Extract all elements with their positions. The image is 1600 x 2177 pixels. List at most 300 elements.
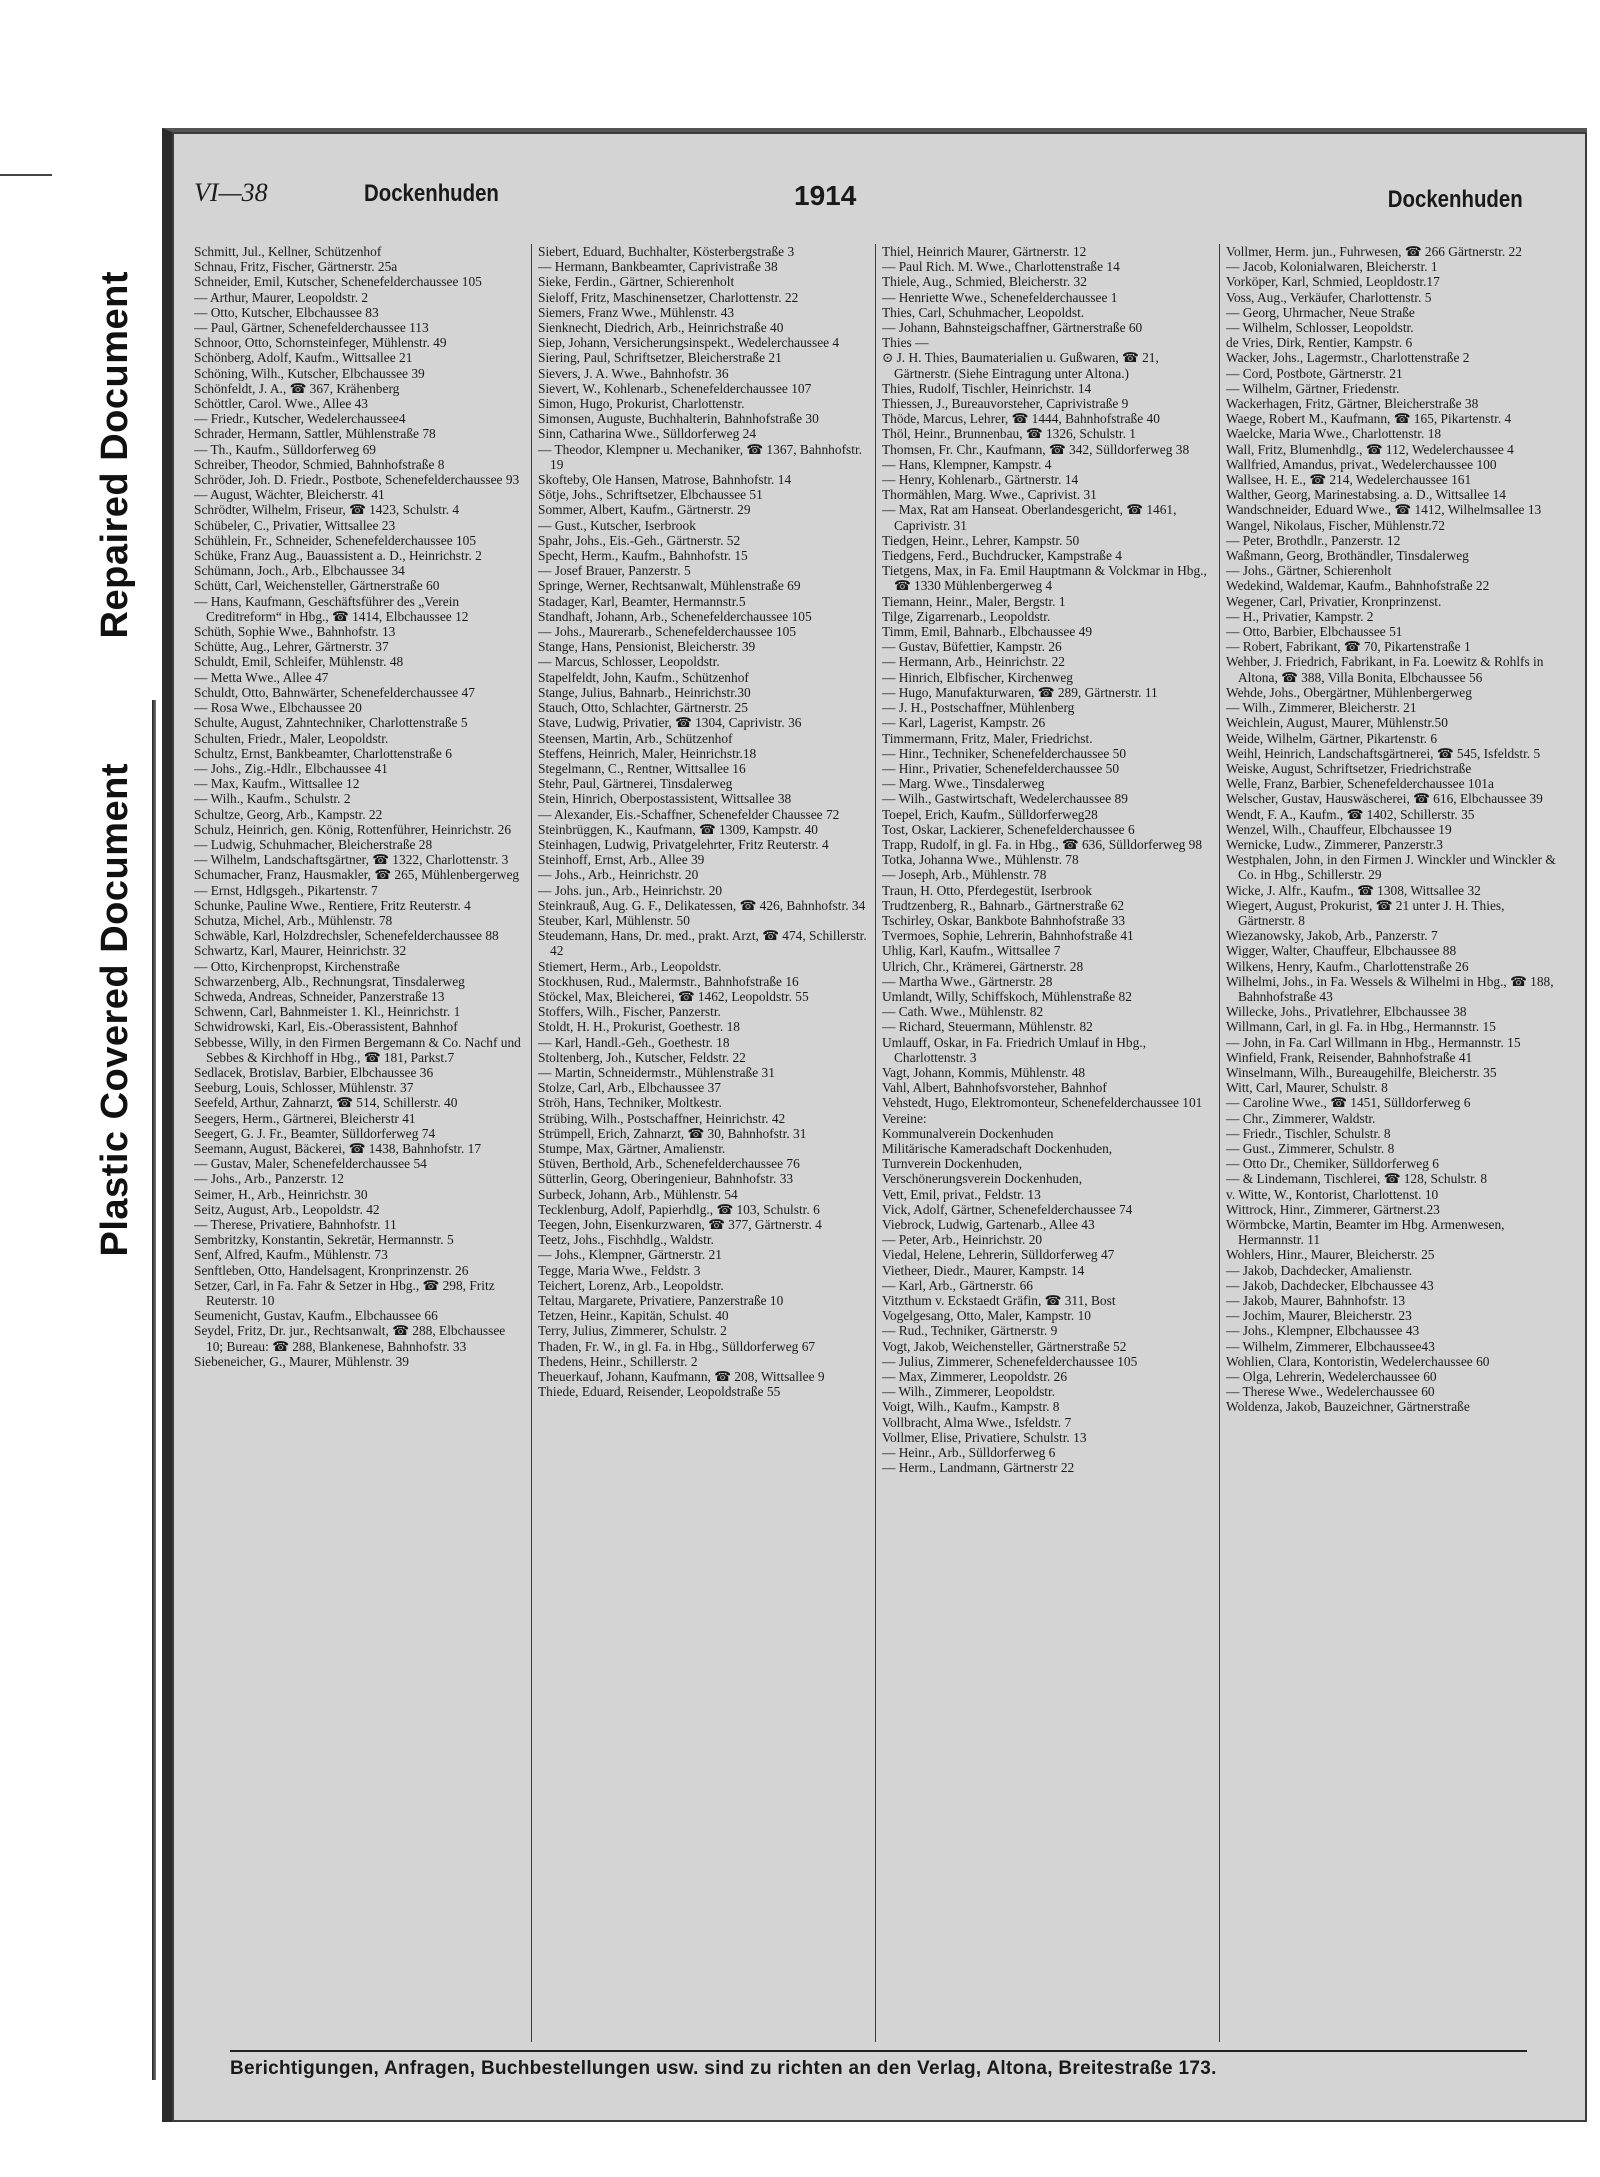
directory-entry: Steinkrauß, Aug. G. F., Delikatessen, ☎ 426, Bahnhofstr. 34: [538, 897, 866, 913]
directory-columns: [194, 244, 1563, 2042]
directory-entry: Schühlein, Fr., Schneider, Schenefelderchaussee 105: [194, 532, 477, 548]
directory-entry: Walther, Georg, Marinestabsing. a. D., Wittsallee 14: [1226, 487, 1506, 503]
directory-entry: Weichlein, August, Maurer, Mühlenstr.50: [1226, 715, 1448, 731]
page-header: [194, 178, 1563, 236]
directory-entry: Siep, Johann, Versicherungsinspekt., Wedelerchaussee 4: [538, 335, 840, 351]
directory-entry: Siemers, Franz Wwe., Mühlenstr. 43: [538, 304, 735, 320]
directory-entry: — Max, Zimmerer, Leopoldstr. 26: [882, 1369, 1068, 1385]
directory-entry: Schübeler, C., Privatier, Wittsallee 23: [194, 517, 396, 533]
directory-entry: Wohlers, Hinr., Maurer, Bleicherstr. 25: [1226, 1247, 1435, 1263]
directory-entry: Schüth, Sophie Wwe., Bahnhofstr. 13: [194, 624, 396, 640]
directory-entry: Spahr, Johs., Eis.-Geh., Gärtnerstr. 52: [538, 532, 741, 548]
directory-entry: Steinhoff, Ernst, Arb., Allee 39: [538, 852, 705, 868]
directory-entry: Schulten, Friedr., Maler, Leopoldstr.: [194, 730, 389, 746]
directory-entry: Wilhelmi, Johs., in Fa. Wessels & Wilhelmi in Hbg., ☎ 188, Bahnhofstraße 43: [1226, 973, 1554, 1004]
directory-entry: Thies, Carl, Schuhmacher, Leopoldst.: [882, 304, 1085, 320]
directory-entry: Sedlacek, Brotislav, Barbier, Elbchaussee 36: [194, 1064, 434, 1080]
directory-entry: — Peter, Brothdlr., Panzerstr. 12: [1226, 532, 1401, 548]
directory-entry: Sebbesse, Willy, in den Firmen Bergemann & Co. Nachf und Sebbes & Kirchhoff in Hbg., ☎ 181, Parkst.7: [194, 1034, 521, 1065]
directory-entry: Totka, Johanna Wwe., Mühlenstr. 78: [882, 852, 1079, 868]
tab-separator: [0, 174, 52, 176]
directory-entry: — Wilh., Gastwirtschaft, Wedelerchaussee 89: [882, 791, 1128, 807]
directory-entry: — Metta Wwe., Allee 47: [194, 669, 329, 685]
directory-entry: Seegers, Herm., Gärtnerei, Bleicherstr 41: [194, 1110, 416, 1126]
directory-entry: Sütterlin, Georg, Oberingenieur, Bahnhofstr. 33: [538, 1171, 794, 1187]
directory-entry: Viebrock, Ludwig, Gartenarb., Allee 43: [882, 1217, 1095, 1232]
directory-entry: — Jochim, Maurer, Bleicherstr. 23: [1226, 1308, 1412, 1324]
directory-entry: Schulz, Heinrich, gen. König, Rottenführer, Heinrichstr. 26: [194, 821, 512, 837]
directory-entry: Strümpell, Erich, Zahnarzt, ☎ 30, Bahnhofstr. 31: [538, 1125, 807, 1141]
page-number: VI—38: [194, 178, 268, 207]
directory-entry: Weiske, August, Schriftsetzer, Friedrichstraße: [1226, 760, 1472, 776]
binding-edge: [152, 700, 156, 2080]
directory-entry: Sievers, J. A. Wwe., Bahnhofstr. 36: [538, 365, 729, 381]
directory-entry: Schöttler, Carol. Wwe., Allee 43: [194, 396, 368, 412]
header-year: 1914: [794, 180, 857, 211]
directory-entry: Stapelfeldt, John, Kaufm., Schützenhof: [538, 669, 749, 685]
directory-entry: Schöning, Wilh., Kutscher, Elbchaussee 39: [194, 365, 425, 381]
directory-entry: Wackerhagen, Fritz, Gärtner, Bleicherstraße 38: [1226, 396, 1479, 412]
directory-entry: — Henry, Kohlenarb., Gärtnerstr. 14: [882, 472, 1079, 488]
directory-entry: — Chr., Zimmerer, Waldstr.: [1226, 1110, 1376, 1126]
directory-entry: Thiessen, J., Bureauvorsteher, Caprivistraße 9: [882, 396, 1129, 412]
directory-entry: Waelcke, Maria Wwe., Charlottenstr. 18: [1226, 426, 1442, 442]
directory-entry: Sembritzky, Konstantin, Sekretär, Hermannstr. 5: [194, 1232, 454, 1248]
directory-entry: — Arthur, Maurer, Leopoldstr. 2: [194, 289, 369, 305]
directory-entry: — Johs., Zig.-Hdlr., Elbchaussee 41: [194, 760, 388, 776]
directory-entry: — Gust., Zimmerer, Schulstr. 8: [1226, 1140, 1395, 1156]
directory-entry: — Therese, Privatiere, Bahnhofstr. 11: [194, 1217, 397, 1232]
directory-entry: Schwidrowski, Karl, Eis.-Oberassistent, Bahnhof: [194, 1019, 458, 1035]
directory-entry: — Wilh., Kaufm., Schulstr. 2: [194, 791, 351, 807]
directory-entry: Wilkens, Henry, Kaufm., Charlottenstraße 26: [1226, 958, 1469, 974]
directory-entry: Kommunalverein Dockenhuden: [882, 1125, 1054, 1141]
directory-entry: Thormählen, Marg. Wwe., Caprivist. 31: [882, 487, 1097, 503]
directory-entry: — Otto, Barbier, Elbchaussee 51: [1226, 624, 1403, 640]
directory-entry: — Hinr., Privatier, Schenefelderchaussee 50: [882, 760, 1120, 776]
directory-entry: Thaden, Fr. W., in gl. Fa. in Hbg., Sülldorferweg 67: [538, 1338, 816, 1354]
directory-entry: Wicke, J. Alfr., Kaufm., ☎ 1308, Wittsallee 32: [1226, 882, 1481, 898]
directory-entry: Schönberg, Adolf, Kaufm., Wittsallee 21: [194, 350, 413, 366]
directory-entry: Vietheer, Diedr., Maurer, Kampstr. 14: [882, 1262, 1085, 1278]
directory-entry: — H., Privatier, Kampstr. 2: [1226, 608, 1374, 624]
directory-entry: Uhlig, Karl, Kaufm., Wittsallee 7: [882, 943, 1061, 959]
directory-entry: Toepel, Erich, Kaufm., Sülldorferweg28: [882, 806, 1098, 822]
directory-entry: Vollmer, Herm. jun., Fuhrwesen, ☎ 266 Gärtnerstr. 22: [1226, 244, 1522, 259]
directory-entry: Stiemert, Herm., Arb., Leopoldstr.: [538, 958, 722, 974]
directory-entry: Tiedgens, Ferd., Buchdrucker, Kampstraße 4: [882, 548, 1122, 564]
directory-entry: Siebert, Eduard, Buchhalter, Kösterbergstraße 3: [538, 244, 795, 259]
directory-entry: Steffens, Heinrich, Maler, Heinrichstr.18: [538, 745, 757, 761]
directory-entry: Vahl, Albert, Bahnhofsvorsteher, Bahnhof: [882, 1080, 1107, 1096]
directory-entry: Umlauff, Oskar, in Fa. Friedrich Umlauf in Hbg., Charlottenstr. 3: [882, 1034, 1147, 1065]
directory-entry: — Henriette Wwe., Schenefelderchaussee 1: [882, 289, 1118, 305]
directory-entry: — Richard, Steuermann, Mühlenstr. 82: [882, 1019, 1093, 1035]
directory-entry: — Rud., Techniker, Gärtnerstr. 9: [882, 1323, 1058, 1339]
directory-entry: Tschirley, Oskar, Bankbote Bahnhofstraße 33: [882, 912, 1126, 928]
directory-entry: Steudemann, Hans, Dr. med., prakt. Arzt, ☎ 474, Schillerstr. 42: [538, 928, 867, 959]
directory-entry: — Cord, Postbote, Gärtnerstr. 21: [1226, 365, 1403, 381]
directory-entry: Tietgens, Max, in Fa. Emil Hauptmann & Volckmar in Hbg., ☎ 1330 Mühlenbergerweg 4: [882, 563, 1207, 594]
repaired-document-label: Repaired Document: [93, 271, 136, 639]
directory-entry: — Martha Wwe., Gärtnerstr. 28: [882, 973, 1053, 989]
directory-entry: Teegen, John, Eisenkurzwaren, ☎ 377, Gärtnerstr. 4: [538, 1217, 822, 1232]
directory-entry: — Martin, Schneidermstr., Mühlenstraße 31: [538, 1064, 775, 1080]
directory-entry: Witt, Carl, Maurer, Schulstr. 8: [1226, 1080, 1388, 1096]
directory-entry: Schuldt, Otto, Bahnwärter, Schenefelderchaussee 47: [194, 684, 475, 700]
directory-entry: — Marcus, Schlosser, Leopoldstr.: [538, 654, 720, 670]
directory-entry: Militärische Kameradschaft Dockenhuden,: [882, 1140, 1113, 1156]
directory-entry: Simonsen, Auguste, Buchhalterin, Bahnhofstraße 30: [538, 411, 819, 427]
directory-entry: — Julius, Zimmerer, Schenefelderchaussee 105: [882, 1353, 1138, 1369]
directory-entry: Stoldt, H. H., Prokurist, Goethestr. 18: [538, 1019, 740, 1035]
directory-entry: Terry, Julius, Zimmerer, Schulstr. 2: [538, 1323, 727, 1339]
directory-entry: Thiede, Eduard, Reisender, Leopoldstraße 55: [538, 1384, 781, 1400]
directory-entry: — Wilh., Zimmerer, Leopoldstr.: [882, 1384, 1056, 1400]
directory-entry: — Theodor, Klempner u. Mechaniker, ☎ 1367, Bahnhofstr. 19: [538, 441, 863, 472]
directory-entry: — John, in Fa. Carl Willmann in Hbg., Hermannstr. 15: [1226, 1034, 1521, 1050]
directory-entry: — Johs., Arb., Heinrichstr. 20: [538, 867, 699, 883]
directory-entry: — Jakob, Dachdecker, Elbchaussee 43: [1226, 1277, 1434, 1293]
directory-entry: Stoffers, Wilh., Fischer, Panzerstr.: [538, 1004, 721, 1020]
directory-entry: Schuldt, Emil, Schleifer, Mühlenstr. 48: [194, 654, 404, 670]
directory-entry: Wörmbcke, Martin, Beamter im Hbg. Armenwesen, Hermannstr. 11: [1226, 1217, 1505, 1248]
directory-entry: Wallfried, Amandus, privat., Wedelerchaussee 100: [1226, 456, 1497, 472]
page-footer: Berichtigungen, Anfragen, Buchbestellungen usw. sind zu richten an den Verlag, Altona, Breitestraße 173.: [230, 2050, 1527, 2094]
directory-entry: — Hermann, Bankbeamter, Caprivistraße 38: [538, 259, 778, 275]
directory-entry: — Johs., Gärtner, Schierenholt: [1226, 563, 1392, 579]
directory-column-1: [194, 244, 531, 2042]
directory-entry: — J. H., Postschaffner, Mühlenberg: [882, 700, 1075, 716]
directory-entry: Umlandt, Willy, Schiffskoch, Mühlenstraße 82: [882, 988, 1132, 1004]
directory-entry: Thedens, Heinr., Schillerstr. 2: [538, 1353, 698, 1369]
directory-entry: Stauch, Otto, Schlachter, Gärtnerstr. 25: [538, 700, 748, 716]
directory-entry: Wenzel, Wilh., Chauffeur, Elbchaussee 19: [1226, 821, 1452, 837]
directory-entry: — Karl, Handl.-Geh., Goethestr. 18: [538, 1034, 730, 1050]
directory-entry: — Robert, Fabrikant, ☎ 70, Pikartenstraße 1: [1226, 639, 1471, 655]
directory-entry: Tiedgen, Heinr., Lehrer, Kampstr. 50: [882, 532, 1080, 548]
directory-entry: Stegelmann, C., Rentner, Wittsallee 16: [538, 760, 746, 776]
directory-entry: — Paul, Gärtner, Schenefelderchaussee 113: [194, 320, 429, 336]
directory-entry: Schneider, Emil, Kutscher, Schenefelderchaussee 105: [194, 274, 482, 290]
directory-entry: Wangel, Nikolaus, Fischer, Mühlenstr.72: [1226, 517, 1445, 533]
plastic-covered-document-label: Plastic Covered Document: [93, 763, 136, 1257]
directory-entry: Vagt, Johann, Kommis, Mühlenstr. 48: [882, 1064, 1086, 1080]
repaired-document-tab: [92, 195, 138, 715]
directory-entry: — Marg. Wwe., Tinsdalerweg: [882, 776, 1045, 792]
directory-entry: Thiel, Heinrich Maurer, Gärtnerstr. 12: [882, 244, 1087, 259]
directory-entry: Sommer, Albert, Kaufm., Gärtnerstr. 29: [538, 502, 751, 518]
directory-entry: Stoltenberg, Joh., Kutscher, Feldstr. 22: [538, 1049, 746, 1065]
directory-entry: Schwäble, Karl, Holzdrechsler, Schenefelderchaussee 88: [194, 928, 499, 944]
directory-entry: Schultze, Georg, Arb., Kampstr. 22: [194, 806, 383, 822]
directory-entry: Stöckel, Max, Bleicherei, ☎ 1462, Leopoldstr. 55: [538, 988, 809, 1004]
directory-entry: Trudtzenberg, R., Bahnarb., Gärtnerstraße 62: [882, 897, 1125, 913]
directory-entry: Tetzen, Heinr., Kapitän, Schulst. 40: [538, 1308, 729, 1324]
directory-entry: Willmann, Carl, in gl. Fa. in Hbg., Hermannstr. 15: [1226, 1019, 1496, 1035]
directory-column-2: [531, 244, 875, 2042]
directory-entry: Schunke, Pauline Wwe., Rentiere, Fritz Reuterstr. 4: [194, 897, 471, 913]
directory-entry: Wigger, Walter, Chauffeur, Elbchaussee 88: [1226, 943, 1457, 959]
directory-entry: — Wilhelm, Zimmerer, Elbchaussee43: [1226, 1338, 1435, 1354]
directory-entry: Seimer, H., Arb., Heinrichstr. 30: [194, 1186, 368, 1202]
directory-entry: Stolze, Carl, Arb., Elbchaussee 37: [538, 1080, 721, 1096]
directory-entry: Welle, Franz, Barbier, Schenefelderchaussee 101a: [1226, 776, 1494, 792]
directory-entry: Schütt, Carl, Weichensteller, Gärtnerstraße 60: [194, 578, 440, 594]
directory-entry: — Hinrich, Elbfischer, Kirchenweg: [882, 669, 1073, 685]
directory-entry: — Karl, Lagerist, Kampstr. 26: [882, 715, 1046, 731]
directory-entry: Schnau, Fritz, Fischer, Gärtnerstr. 25a: [194, 259, 398, 275]
scanned-page: [162, 128, 1587, 2122]
directory-entry: Sieke, Ferdin., Gärtner, Schierenholt: [538, 274, 735, 290]
directory-entry: — Max, Rat am Hanseat. Oberlandesgericht, ☎ 1461, Caprivistr. 31: [882, 502, 1177, 533]
directory-entry: Schweda, Andreas, Schneider, Panzerstraße 13: [194, 988, 445, 1004]
directory-entry: Wendt, F. A., Kaufm., ☎ 1402, Schillerstr. 35: [1226, 806, 1475, 822]
directory-entry: Stehr, Paul, Gärtnerei, Tinsdalerweg: [538, 776, 733, 792]
directory-entry: Timmermann, Fritz, Maler, Friedrichst.: [882, 730, 1093, 746]
directory-entry: — Johs. jun., Arb., Heinrichstr. 20: [538, 882, 723, 898]
directory-entry: Simon, Hugo, Prokurist, Charlottenstr.: [538, 396, 745, 412]
directory-entry: — Josef Brauer, Panzerstr. 5: [538, 563, 691, 579]
side-tabs: [0, 0, 150, 2177]
directory-entry: — Georg, Uhrmacher, Neue Straße: [1226, 304, 1415, 320]
directory-entry: Voss, Aug., Verkäufer, Charlottenstr. 5: [1226, 289, 1432, 305]
directory-entry: Schnoor, Otto, Schornsteinfeger, Mühlenstr. 49: [194, 335, 447, 351]
directory-entry: — Wilhelm, Landschaftsgärtner, ☎ 1322, Charlottenstr. 3: [194, 852, 509, 868]
directory-entry: — Otto Dr., Chemiker, Sülldorferweg 6: [1226, 1156, 1439, 1172]
directory-entry: — Hugo, Manufakturwaren, ☎ 289, Gärtnerstr. 11: [882, 684, 1158, 700]
directory-entry: Thiele, Aug., Schmied, Bleicherstr. 32: [882, 274, 1087, 290]
directory-entry: — Otto, Kirchenpropst, Kirchenstraße: [194, 958, 400, 974]
directory-entry: ⊙ J. H. Thies, Baumaterialien u. Gußwaren, ☎ 21, Gärtnerstr. (Siehe Eintragung unter Altona.): [882, 350, 1159, 381]
directory-entry: Winselmann, Wilh., Bureaugehilfe, Bleicherstr. 35: [1226, 1064, 1497, 1080]
directory-entry: Setzer, Carl, in Fa. Fahr & Setzer in Hbg., ☎ 298, Fritz Reuterstr. 10: [194, 1277, 495, 1309]
directory-entry: — Gustav, Büfettier, Kampstr. 26: [882, 639, 1062, 655]
directory-entry: — Heinr., Arb., Sülldorferweg 6: [882, 1445, 1056, 1461]
directory-entry: Ulrich, Chr., Krämerei, Gärtnerstr. 28: [882, 958, 1084, 974]
directory-entry: Specht, Herm., Kaufm., Bahnhofstr. 15: [538, 548, 748, 564]
directory-entry: Schütte, Aug., Lehrer, Gärtnerstr. 37: [194, 639, 389, 655]
directory-entry: Steensen, Martin, Arb., Schützenhof: [538, 730, 733, 746]
directory-entry: Schultz, Ernst, Bankbeamter, Charlottenstraße 6: [194, 745, 452, 761]
directory-entry: Senftleben, Otto, Handelsagent, Kronprinzenstr. 26: [194, 1262, 469, 1278]
directory-entry: — Rosa Wwe., Elbchaussee 20: [194, 700, 362, 716]
directory-entry: Vitzthum v. Eckstaedt Gräfin, ☎ 311, Bost: [882, 1293, 1116, 1309]
directory-entry: Schönfeldt, J. A., ☎ 367, Krähenberg: [194, 380, 400, 396]
directory-entry: Schrader, Hermann, Sattler, Mühlenstraße 78: [194, 426, 436, 442]
directory-entry: Schröder, Joh. D. Friedr., Postbote, Schenefelderchaussee 93: [194, 472, 520, 488]
directory-entry: Wiegert, August, Prokurist, ☎ 21 unter J. H. Thies, Gärtnerstr. 8: [1226, 897, 1505, 928]
directory-entry: Vereine:: [882, 1110, 927, 1126]
directory-entry: Teichert, Lorenz, Arb., Leopoldstr.: [538, 1277, 724, 1293]
directory-entry: Vick, Adolf, Gärtner, Schenefelderchaussee 74: [882, 1201, 1133, 1217]
directory-entry: — Cath. Wwe., Mühlenstr. 82: [882, 1004, 1044, 1020]
directory-entry: Steinbrüggen, K., Kaufmann, ☎ 1309, Kampstr. 40: [538, 821, 818, 837]
directory-entry: Vorköper, Karl, Schmied, Leopldostr.17: [1226, 274, 1440, 290]
directory-entry: Teetz, Johs., Fischhdlg., Waldstr.: [538, 1232, 714, 1248]
directory-entry: Schmitt, Jul., Kellner, Schützenhof: [194, 244, 382, 259]
directory-entry: Thöl, Heinr., Brunnenbau, ☎ 1326, Schulstr. 1: [882, 426, 1136, 442]
directory-entry: Wegener, Carl, Privatier, Kronprinzenst.: [1226, 593, 1442, 609]
directory-entry: — Th., Kaufm., Sülldorferweg 69: [194, 441, 376, 457]
directory-entry: Schreiber, Theodor, Schmied, Bahnhofstraße 8: [194, 456, 445, 472]
directory-entry: Teltau, Margarete, Privatiere, Panzerstraße 10: [538, 1293, 784, 1309]
directory-entry: Wiezanowsky, Jakob, Arb., Panzerstr. 7: [1226, 928, 1438, 944]
directory-entry: Wernicke, Ludw., Zimmerer, Panzerstr.3: [1226, 836, 1443, 852]
directory-entry: Strübing, Wilh., Postschaffner, Heinrichstr. 42: [538, 1110, 786, 1126]
directory-entry: Steuber, Karl, Mühlenstr. 50: [538, 912, 690, 928]
directory-entry: — Ernst, Hdlgsgeh., Pikartenstr. 7: [194, 882, 378, 898]
directory-entry: — Wilhelm, Gärtner, Friedenstr.: [1226, 380, 1400, 396]
directory-entry: Tiemann, Heinr., Maler, Bergstr. 1: [882, 593, 1066, 609]
directory-entry: Wehber, J. Friedrich, Fabrikant, in Fa. Loewitz & Rohlfs in Altona, ☎ 388, Villa Bonita, Elbchaussee 56: [1226, 654, 1544, 685]
directory-entry: — Friedr., Tischler, Schulstr. 8: [1226, 1125, 1391, 1141]
directory-entry: Tecklenburg, Adolf, Papierhdlg., ☎ 103, Schulstr. 6: [538, 1201, 820, 1217]
directory-entry: Welscher, Gustav, Hauswäscherei, ☎ 616, Elbchaussee 39: [1226, 791, 1543, 807]
directory-entry: Siebeneicher, G., Maurer, Mühlenstr. 39: [194, 1353, 409, 1369]
directory-entry: Seumenicht, Gustav, Kaufm., Elbchaussee 66: [194, 1308, 438, 1324]
directory-entry: Wedekind, Waldemar, Kaufm., Bahnhofstraße 22: [1226, 578, 1490, 594]
directory-entry: — Hans, Kaufmann, Geschäftsführer des „Verein Creditreform“ in Hbg., ☎ 1414, Elbchaussee 12: [194, 593, 469, 624]
directory-entry: Thöde, Marcus, Lehrer, ☎ 1444, Bahnhofstraße 40: [882, 411, 1160, 427]
directory-entry: Trapp, Rudolf, in gl. Fa. in Hbg., ☎ 636, Sülldorferweg 98: [882, 836, 1203, 852]
directory-entry: — Ludwig, Schuhmacher, Bleicherstraße 28: [194, 836, 433, 852]
directory-entry: — Joseph, Arb., Mühlenstr. 78: [882, 867, 1047, 883]
directory-entry: Willecke, Johs., Privatlehrer, Elbchaussee 38: [1226, 1004, 1467, 1020]
directory-entry: Sötje, Johs., Schriftsetzer, Elbchaussee 51: [538, 487, 763, 503]
directory-entry: v. Witte, W., Kontorist, Charlottenst. 10: [1226, 1186, 1439, 1202]
directory-entry: Sienknecht, Diedrich, Arb., Heinrichstraße 40: [538, 320, 784, 336]
directory-entry: Vollbracht, Alma Wwe., Isfeldstr. 7: [882, 1414, 1072, 1430]
directory-entry: — Caroline Wwe., ☎ 1451, Sülldorferweg 6: [1226, 1095, 1471, 1111]
directory-entry: Voigt, Wilh., Kaufm., Kampstr. 8: [882, 1399, 1060, 1415]
directory-entry: Stumpe, Max, Gärtner, Amalienstr.: [538, 1140, 726, 1156]
directory-entry: — Johs., Maurerarb., Schenefelderchaussee 105: [538, 624, 797, 640]
header-place-left: Dockenhuden: [364, 180, 499, 207]
directory-entry: — Hermann, Arb., Heinrichstr. 22: [882, 654, 1065, 670]
directory-entry: Turnverein Dockenhuden,: [882, 1156, 1023, 1172]
directory-entry: Stange, Hans, Pensionist, Bleicherstr. 39: [538, 639, 756, 655]
directory-entry: Thies —: [882, 335, 929, 351]
directory-entry: — Jakob, Maurer, Bahnhofstr. 13: [1226, 1293, 1406, 1309]
directory-entry: Waßmann, Georg, Brothändler, Tinsdalerweg: [1226, 548, 1469, 564]
directory-entry: Seemann, August, Bäckerei, ☎ 1438, Bahnhofstr. 17: [194, 1140, 482, 1156]
directory-entry: Verschönerungsverein Dockenhuden,: [882, 1171, 1083, 1187]
directory-entry: Waege, Robert M., Kaufmann, ☎ 165, Pikartenstr. 4: [1226, 411, 1512, 427]
directory-entry: Wittrock, Hinr., Zimmerer, Gärtnerst.23: [1226, 1201, 1440, 1217]
directory-entry: Vehstedt, Hugo, Elektromonteur, Schenefelderchaussee 101: [882, 1095, 1203, 1111]
directory-entry: Wall, Fritz, Blumenhdlg., ☎ 112, Wedelerchaussee 4: [1226, 441, 1514, 457]
directory-entry: Stockhusen, Rud., Malermstr., Bahnhofstraße 16: [538, 973, 799, 989]
directory-entry: Skofteby, Ole Hansen, Matrose, Bahnhofstr. 14: [538, 472, 792, 488]
directory-entry: Stadager, Karl, Beamter, Hermannstr.5: [538, 593, 746, 609]
directory-entry: Senf, Alfred, Kaufm., Mühlenstr. 73: [194, 1247, 388, 1263]
directory-entry: Thomsen, Fr. Chr., Kaufmann, ☎ 342, Sülldorferweg 38: [882, 441, 1190, 457]
directory-entry: Wehde, Johs., Obergärtner, Mühlenbergerweg: [1226, 684, 1472, 700]
directory-entry: — Hinr., Techniker, Schenefelderchaussee 50: [882, 745, 1127, 761]
directory-entry: Winfield, Frank, Reisender, Bahnhofstraße 41: [1226, 1049, 1473, 1065]
directory-entry: Schulte, August, Zahntechniker, Charlottenstraße 5: [194, 715, 468, 731]
plastic-covered-document-tab: [92, 725, 138, 1295]
directory-entry: Seitz, August, Arb., Leopoldstr. 42: [194, 1201, 380, 1217]
directory-entry: Tvermoes, Sophie, Lehrerin, Bahnhofstraße 41: [882, 928, 1134, 944]
directory-entry: — Herm., Landmann, Gärtnerstr 22: [882, 1460, 1075, 1476]
directory-entry: — & Lindemann, Tischlerei, ☎ 128, Schulstr. 8: [1226, 1171, 1488, 1187]
directory-entry: Stüven, Berthold, Arb., Schenefelderchaussee 76: [538, 1156, 800, 1172]
directory-entry: — Max, Kaufm., Wittsallee 12: [194, 776, 360, 792]
directory-entry: Ströh, Hans, Techniker, Moltkestr.: [538, 1095, 722, 1111]
directory-entry: Wacker, Johs., Lagermstr., Charlottenstraße 2: [1226, 350, 1470, 366]
directory-column-4: [1219, 244, 1563, 2042]
directory-entry: Wohlien, Clara, Kontoristin, Wedelerchaussee 60: [1226, 1353, 1490, 1369]
directory-entry: — Gust., Kutscher, Iserbrook: [538, 517, 696, 533]
directory-entry: Sieloff, Fritz, Maschinensetzer, Charlottenstr. 22: [538, 289, 799, 305]
directory-entry: Schwarzenberg, Alb., Rechnungsrat, Tinsdalerweg: [194, 973, 465, 989]
directory-entry: — Therese Wwe., Wedelerchaussee 60: [1226, 1384, 1435, 1400]
directory-entry: Tost, Oskar, Lackierer, Schenefelderchaussee 6: [882, 821, 1135, 837]
directory-entry: Seegert, G. J. Fr., Beamter, Sülldorferweg 74: [194, 1125, 436, 1141]
directory-entry: Seeburg, Louis, Schlosser, Mühlenstr. 37: [194, 1080, 414, 1096]
directory-entry: Schwenn, Carl, Bahnmeister 1. Kl., Heinrichstr. 1: [194, 1004, 461, 1020]
directory-entry: Vollmer, Elise, Privatiere, Schulstr. 13: [882, 1429, 1087, 1445]
directory-entry: Schrödter, Wilhelm, Friseur, ☎ 1423, Schulstr. 4: [194, 502, 460, 518]
directory-entry: Sinn, Catharina Wwe., Sülldorferweg 24: [538, 426, 757, 442]
directory-entry: — Wilh., Zimmerer, Bleicherstr. 21: [1226, 700, 1417, 716]
directory-entry: Vogt, Jakob, Weichensteller, Gärtnerstraße 52: [882, 1338, 1127, 1354]
directory-entry: Westphalen, John, in den Firmen J. Winckler und Winckler & Co. in Hbg., Schillerstr. 29: [1226, 852, 1556, 883]
directory-entry: — Johs., Klempner, Elbchaussee 43: [1226, 1323, 1420, 1339]
directory-entry: — Johs., Klempner, Gärtnerstr. 21: [538, 1247, 722, 1263]
directory-entry: — Jacob, Kolonialwaren, Bleicherstr. 1: [1226, 259, 1438, 275]
directory-entry: Woldenza, Jakob, Bauzeichner, Gärtnerstraße: [1226, 1399, 1470, 1415]
directory-entry: — Hans, Klempner, Kampstr. 4: [882, 456, 1052, 472]
directory-entry: Surbeck, Johann, Arb., Mühlenstr. 54: [538, 1186, 738, 1202]
page-content: [194, 178, 1563, 2094]
directory-entry: — Wilhelm, Schlosser, Leopoldstr.: [1226, 320, 1414, 336]
directory-entry: Standhaft, Johann, Arb., Schenefelderchaussee 105: [538, 608, 812, 624]
directory-entry: — Alexander, Eis.-Schaffner, Schenefelder Chaussee 72: [538, 806, 840, 822]
directory-entry: Tilge, Zigarrenarb., Leopoldstr.: [882, 608, 1051, 624]
directory-entry: — Gustav, Maler, Schenefelderchaussee 54: [194, 1156, 427, 1172]
directory-entry: — August, Wächter, Bleicherstr. 41: [194, 487, 385, 503]
directory-entry: Timm, Emil, Bahnarb., Elbchaussee 49: [882, 624, 1093, 640]
directory-entry: — Otto, Kutscher, Elbchaussee 83: [194, 304, 379, 320]
directory-entry: Thies, Rudolf, Tischler, Heinrichstr. 14: [882, 380, 1092, 396]
directory-entry: Schumacher, Franz, Hausmakler, ☎ 265, Mühlenbergerweg: [194, 867, 520, 883]
directory-entry: Schwartz, Karl, Maurer, Heinrichstr. 32: [194, 943, 407, 959]
directory-entry: — Peter, Arb., Heinrichstr. 20: [882, 1232, 1043, 1248]
directory-entry: Traun, H. Otto, Pferdegestüt, Iserbrook: [882, 882, 1093, 898]
directory-entry: — Friedr., Kutscher, Wedelerchaussee4: [194, 411, 406, 427]
directory-entry: Stange, Julius, Bahnarb., Heinrichstr.30: [538, 684, 751, 700]
directory-entry: Weihl, Heinrich, Landschaftsgärtnerei, ☎ 545, Isfeldstr. 5: [1226, 745, 1541, 761]
directory-entry: Vett, Emil, privat., Feldstr. 13: [882, 1186, 1041, 1202]
directory-entry: — Paul Rich. M. Wwe., Charlottenstraße 14: [882, 259, 1120, 275]
directory-entry: — Olga, Lehrerin, Wedelerchaussee 60: [1226, 1369, 1437, 1385]
directory-entry: Viedal, Helene, Lehrerin, Sülldorferweg 47: [882, 1247, 1115, 1263]
directory-entry: de Vries, Dirk, Rentier, Kampstr. 6: [1226, 335, 1413, 351]
directory-entry: Stein, Hinrich, Oberpostassistent, Wittsallee 38: [538, 791, 792, 807]
directory-entry: Wandschneider, Eduard Wwe., ☎ 1412, Wilhelmsallee 13: [1226, 502, 1542, 518]
directory-entry: Sievert, W., Kohlenarb., Schenefelderchaussee 107: [538, 380, 812, 396]
directory-entry: Theuerkauf, Johann, Kaufmann, ☎ 208, Wittsallee 9: [538, 1369, 825, 1385]
directory-entry: Springe, Werner, Rechtsanwalt, Mühlenstraße 69: [538, 578, 801, 594]
directory-entry: — Jakob, Dachdecker, Amalienstr.: [1226, 1262, 1413, 1278]
directory-entry: Steinhagen, Ludwig, Privatgelehrter, Fritz Reuterstr. 4: [538, 836, 829, 852]
directory-column-3: [875, 244, 1219, 2042]
directory-entry: Seefeld, Arthur, Zahnarzt, ☎ 514, Schillerstr. 40: [194, 1095, 458, 1111]
directory-entry: Vogelgesang, Otto, Maler, Kampstr. 10: [882, 1308, 1091, 1324]
